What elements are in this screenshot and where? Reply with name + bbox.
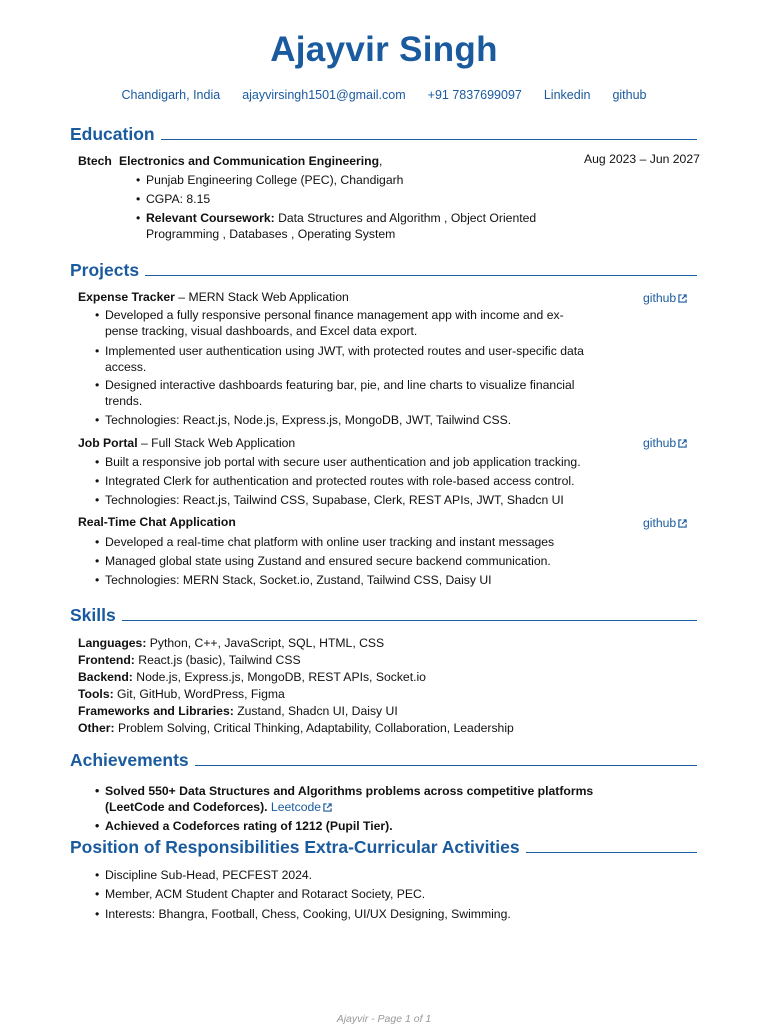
section-education	[70, 124, 697, 145]
list-item: • Discipline Sub-Head, PECFEST 2024.	[105, 867, 312, 883]
list-item: • Integrated Clerk for authentication and protected routes with role-based access control.	[105, 473, 574, 489]
list-item: • Implemented user authentication using JWT, with protected routes and user-specific data access.	[105, 343, 584, 375]
skill-row: Tools: Git, GitHub, WordPress, Figma	[78, 687, 285, 701]
list-item: • Solved 550+ Data Structures and Algorithms problems across competitive platforms (LeetCode and Codeforces). Leetcode	[105, 783, 593, 815]
project-subtitle: – Full Stack Web Application	[140, 436, 296, 450]
section-rule	[145, 275, 697, 276]
list-item: • Technologies: MERN Stack, Socket.io, Zustand, Tailwind CSS, Daisy UI	[105, 572, 492, 588]
section-projects	[70, 260, 697, 281]
project-heading	[78, 435, 295, 451]
github-link[interactable]: github	[612, 88, 647, 102]
leetcode-link[interactable]: Leetcode	[271, 800, 332, 814]
list-item: • Achieved a Codeforces rating of 1212 (Pupil Tier).	[105, 818, 393, 834]
list-item: • Built a responsive job portal with secure user authentication and job application tracking.	[105, 454, 581, 470]
education-dates: Aug 2023 – Jun 2027	[584, 152, 700, 166]
skill-row: Languages: Python, C++, JavaScript, SQL, HTML, CSS	[78, 636, 385, 650]
field-name: Electronics and Communication Engineering	[119, 154, 380, 168]
location-text: Chandigarh, India	[121, 88, 221, 102]
email-link[interactable]: ajayvirsingh1501@gmail.com	[242, 88, 406, 102]
list-item: • Developed a real-time chat platform with online user tracking and instant messages	[105, 534, 554, 550]
project-name: Job Portal	[78, 436, 138, 450]
skill-row: Backend: Node.js, Express.js, MongoDB, REST APIs, Socket.io	[78, 670, 426, 684]
list-item: • Developed a fully responsive personal finance management app with income and ex- pense tracking, visual dashboards, and Excel data export.	[105, 307, 564, 339]
section-rule	[526, 852, 697, 853]
external-link-icon	[678, 519, 687, 528]
link-label: github	[643, 516, 677, 530]
project-heading	[78, 289, 349, 305]
project-github-link[interactable]	[643, 290, 687, 306]
coursework-label: Relevant Coursework:	[146, 211, 275, 225]
link-label: github	[643, 291, 677, 305]
page-footer: Ajayvir - Page 1 of 1	[336, 1013, 432, 1025]
section-title: Projects	[70, 260, 140, 280]
external-link-icon	[678, 294, 687, 303]
project-github-link[interactable]	[643, 435, 687, 451]
list-item: • Technologies: React.js, Tailwind CSS, Supabase, Clerk, REST APIs, JWT, Shadcn UI	[105, 492, 564, 508]
list-item: • Punjab Engineering College (PEC), Chandigarh	[146, 172, 403, 188]
section-title: Education	[70, 124, 155, 144]
list-item: • CGPA: 8.15	[146, 191, 210, 207]
degree-label: Btech	[78, 154, 112, 168]
list-item: • Technologies: React.js, Node.js, Express.js, MongoDB, JWT, Tailwind CSS.	[105, 412, 511, 428]
list-item: • Member, ACM Student Chapter and Rotaract Society, PEC.	[105, 886, 425, 902]
field-suffix: ,	[379, 154, 383, 168]
project-name: Real-Time Chat Application	[78, 515, 236, 529]
section-responsibilities	[70, 837, 697, 858]
contact-bar	[0, 88, 768, 102]
phone-link[interactable]: +91 7837699097	[427, 88, 522, 102]
resume-name: Ajayvir Singh	[270, 30, 498, 69]
project-name: Expense Tracker	[78, 290, 175, 304]
list-item: • Designed interactive dashboards featuring bar, pie, and line charts to visualize financial trends.	[105, 377, 575, 409]
section-rule	[122, 620, 697, 621]
section-title: Position of Responsibilities Extra-Curricular Activities	[70, 837, 520, 857]
coursework-line2: Programming , Databases , Operating System	[146, 227, 396, 241]
external-link-icon	[323, 803, 332, 812]
project-github-link[interactable]	[643, 515, 687, 531]
list-item: • Managed global state using Zustand and ensured secure backend communication.	[105, 553, 551, 569]
section-achievements	[70, 750, 697, 771]
project-heading	[78, 514, 236, 530]
coursework-item	[146, 210, 566, 242]
list-item: • Interests: Bhangra, Football, Chess, Cooking, UI/UX Designing, Swimming.	[105, 906, 511, 922]
section-rule	[161, 139, 697, 140]
skill-row: Other: Problem Solving, Critical Thinking, Adaptability, Collaboration, Leadership	[78, 721, 514, 735]
link-label: github	[643, 436, 677, 450]
linkedin-link[interactable]: Linkedin	[543, 88, 591, 102]
project-subtitle: – MERN Stack Web Application	[178, 290, 349, 304]
section-title: Achievements	[70, 750, 189, 770]
external-link-icon	[678, 439, 687, 448]
section-title: Skills	[70, 605, 116, 625]
skill-row: Frontend: React.js (basic), Tailwind CSS	[78, 653, 301, 667]
skill-row: Frameworks and Libraries: Zustand, Shadcn UI, Daisy UI	[78, 704, 398, 718]
section-rule	[195, 765, 697, 766]
section-skills	[70, 605, 697, 626]
coursework-line1: Data Structures and Algorithm , Object Oriented	[278, 211, 537, 225]
degree-field	[119, 153, 382, 169]
